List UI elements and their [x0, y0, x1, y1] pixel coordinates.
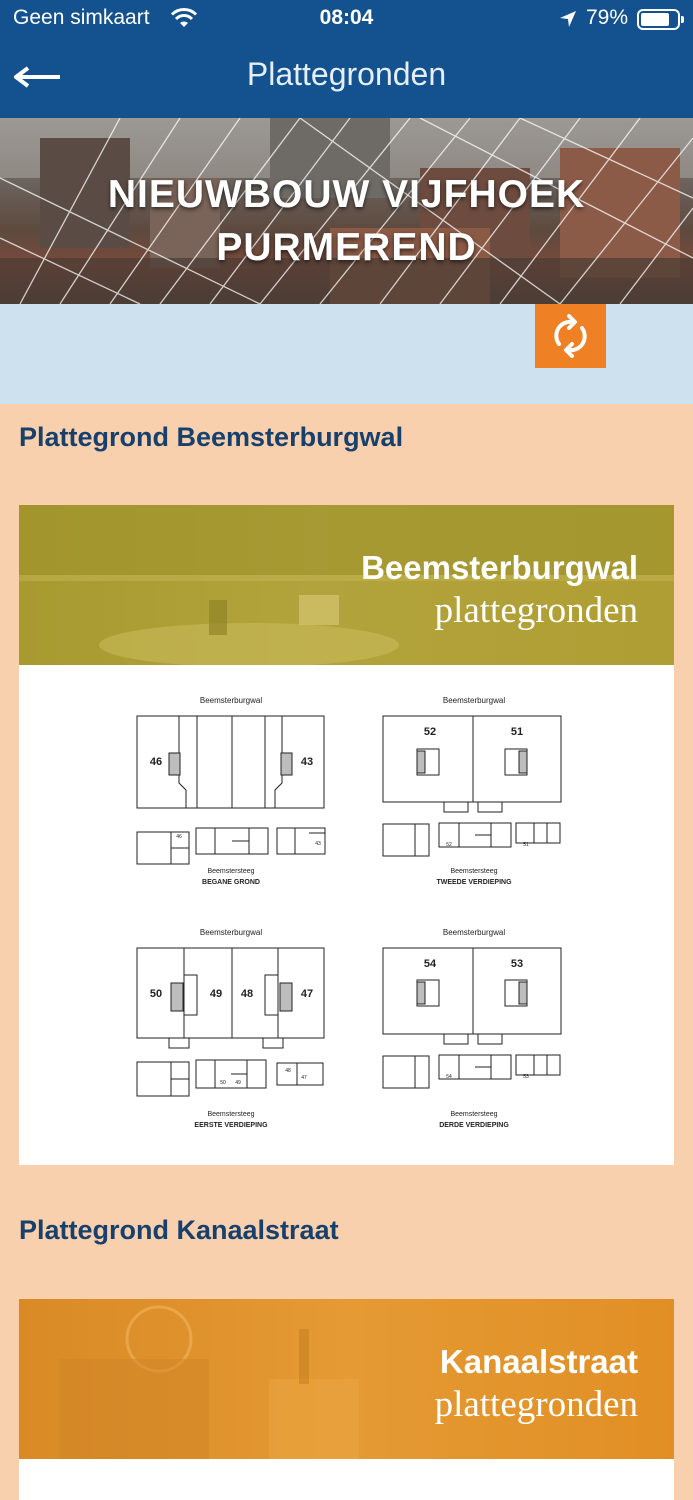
banner-name: Kanaalstraat	[439, 1343, 638, 1380]
banner-name: Beemsterburgwal	[361, 549, 638, 586]
plan-floor-label: DERDE VERDIEPING	[439, 1122, 509, 1129]
plan-street-top: Beemsterburgwal	[442, 696, 506, 705]
plan-street-top: Beemsterburgwal	[442, 928, 506, 937]
plan-street-bottom: Beemstersteeg	[450, 1111, 498, 1118]
unit-small-label: 53	[523, 1074, 529, 1080]
plan-street-top: Beemsterburgwal	[199, 696, 263, 705]
unit-small-label: 46	[176, 834, 182, 840]
card-banner	[19, 1299, 674, 1459]
unit-small-label: 52	[446, 842, 452, 848]
plan-street-bottom: Beemstersteeg	[207, 868, 255, 875]
unit-small-label: 43	[315, 841, 321, 847]
plan-street-top: Beemsterburgwal	[199, 928, 263, 937]
unit-label: 49	[209, 988, 223, 1000]
refresh-button[interactable]	[535, 304, 606, 368]
unit-label: 48	[240, 988, 254, 1000]
unit-small-label: 51	[523, 842, 529, 848]
section-title-beemsterburgwal: Plattegrond Beemsterburgwal	[19, 422, 404, 452]
app-header	[0, 0, 693, 118]
clock: 08:04	[319, 6, 374, 29]
unit-label: 46	[149, 756, 163, 768]
location-arrow-icon	[558, 9, 578, 29]
hero-banner	[0, 118, 693, 304]
hero-title	[0, 168, 693, 274]
unit-label: 54	[423, 958, 437, 970]
plan-floor-label: BEGANE GROND	[202, 879, 260, 886]
plan-floor-label: EERSTE VERDIEPING	[194, 1122, 268, 1129]
plan-street-bottom: Beemstersteeg	[207, 1111, 255, 1118]
unit-label: 51	[510, 726, 524, 738]
unit-label: 43	[300, 756, 314, 768]
hero-title-line1: NIEUWBOUW VIJFHOEK	[107, 173, 586, 216]
banner-subtitle: plattegronden	[434, 590, 638, 631]
page-title: Plattegronden	[246, 56, 447, 92]
unit-small-label: 54	[446, 1074, 452, 1080]
card-banner	[19, 505, 674, 665]
unit-small-label: 49	[235, 1080, 241, 1086]
floorplan-card-kanaalstraat[interactable]	[19, 1299, 674, 1500]
banner-subtitle: plattegronden	[434, 1384, 638, 1425]
floorplan-drawing	[19, 665, 674, 1165]
battery-icon	[637, 9, 680, 30]
toolbar-strip	[0, 304, 693, 404]
hero-title-line2: PURMEREND	[216, 226, 477, 269]
floorplan-card-beemsterburgwal[interactable]	[19, 505, 674, 1165]
unit-label: 47	[300, 988, 314, 1000]
unit-small-label: 47	[301, 1075, 307, 1081]
carrier-label: Geen simkaart	[13, 6, 150, 29]
refresh-icon	[535, 304, 606, 368]
section-title-kanaalstraat: Plattegrond Kanaalstraat	[19, 1215, 339, 1245]
unit-label: 52	[423, 726, 437, 738]
status-bar	[0, 0, 693, 40]
unit-label: 50	[149, 988, 163, 1000]
unit-small-label: 48	[285, 1068, 291, 1074]
unit-label: 53	[510, 958, 524, 970]
plan-street-bottom: Beemstersteeg	[450, 868, 498, 875]
unit-small-label: 50	[220, 1080, 226, 1086]
plan-floor-label: TWEEDE VERDIEPING	[436, 879, 512, 886]
battery-percent: 79%	[586, 6, 629, 29]
